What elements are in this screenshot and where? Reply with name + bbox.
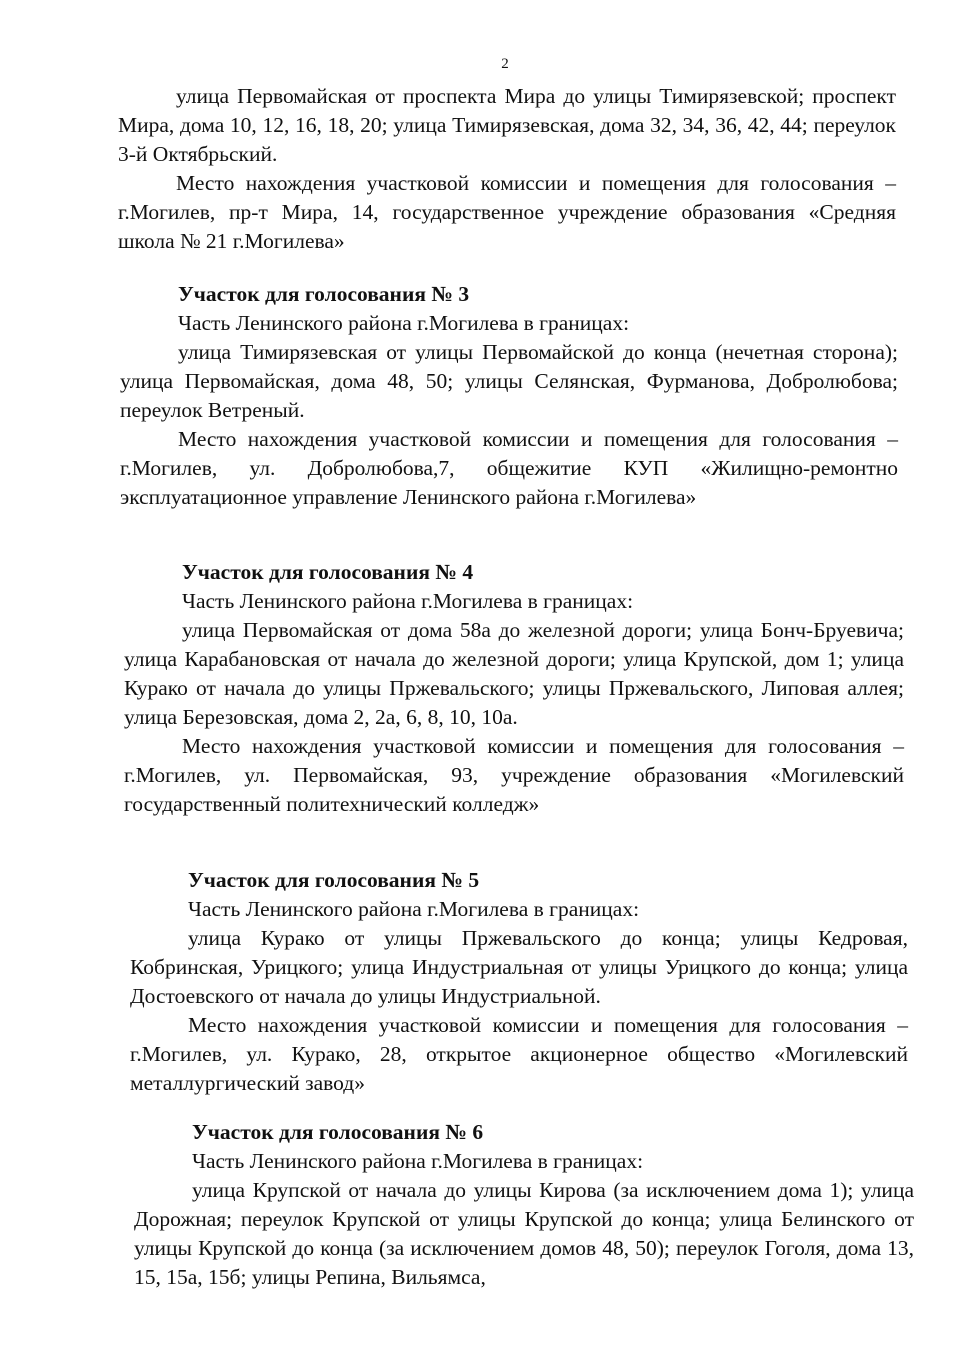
section-heading: Участок для голосования № 6	[192, 1120, 484, 1144]
area-line: Часть Ленинского района г.Могилева в границах:	[178, 311, 630, 335]
page-number: 2	[501, 56, 509, 72]
section-3	[120, 280, 898, 512]
section-heading: Участок для голосования № 4	[182, 560, 474, 584]
intro-block	[118, 82, 896, 256]
section-6	[134, 1118, 914, 1292]
section-heading: Участок для голосования № 3	[178, 282, 470, 306]
section-heading: Участок для голосования № 5	[188, 868, 480, 892]
streets-paragraph: улица Курако от улицы Пржевальского до конца; улицы Кедровая, Кобринская, Урицкого; улица Индустриальная от улицы Урицкого до конца; улица Достоевского от начала до улицы Индустриальной.	[130, 926, 908, 1008]
area-line: Часть Ленинского района г.Могилева в границах:	[192, 1149, 644, 1173]
location-paragraph: Место нахождения участковой комиссии и помещения для голосования – г.Могилев, ул. Курако, 28, открытое акционерное общество «Могилевский металлургический завод»	[130, 1013, 908, 1095]
streets-paragraph: улица Первомайская от дома 58а до железной дороги; улица Бонч-Бруевича; улица Карабановская от начала до железной дороги; улица Крупской, дом 1; улица Курако от начала до улицы Пржевальского; улицы Пржевальского, Липовая аллея; улица Березовская, дома 2, 2а, 6, 8, 10, 10а.	[124, 618, 904, 729]
location-paragraph: Место нахождения участковой комиссии и помещения для голосования – г.Могилев, ул. Добролюбова,7, общежитие КУП «Жилищно-ремонтно эксплуатационное управление Ленинского района г.Могилева»	[120, 427, 898, 509]
area-line: Часть Ленинского района г.Могилева в границах:	[188, 897, 640, 921]
section-5	[130, 866, 908, 1098]
location-paragraph: Место нахождения участковой комиссии и помещения для голосования – г.Могилев, ул. Первомайская, 93, учреждение образования «Могилевский государственный политехнический колледж»	[124, 734, 904, 816]
section-4	[124, 558, 904, 819]
area-line: Часть Ленинского района г.Могилева в границах:	[182, 589, 634, 613]
streets-paragraph: улица Первомайская от проспекта Мира до улицы Тимирязевской; проспект Мира, дома 10, 12, 16, 18, 20; улица Тимирязевская, дома 32, 34, 36, 42, 44; переулок 3-й Октябрьский.	[118, 84, 896, 166]
location-paragraph: Место нахождения участковой комиссии и помещения для голосования – г.Могилев, пр-т Мира, 14, государственное учреждение образования «Средняя школа № 21 г.Могилева»	[118, 171, 896, 253]
streets-paragraph: улица Тимирязевская от улицы Первомайской до конца (нечетная сторона); улица Первомайская, дома 48, 50; улицы Селянская, Фурманова, Добролюбова; переулок Ветреный.	[120, 340, 898, 422]
streets-paragraph: улица Крупской от начала до улицы Кирова (за исключением дома 1); улица Дорожная; переулок Крупской от улицы Крупской до конца; улица Белинского от улицы Крупской до конца (за исключением домов 48, 50); переулок Гоголя, дома 13, 15, 15а, 15б; улицы Репина, Вильямса,	[134, 1178, 914, 1289]
